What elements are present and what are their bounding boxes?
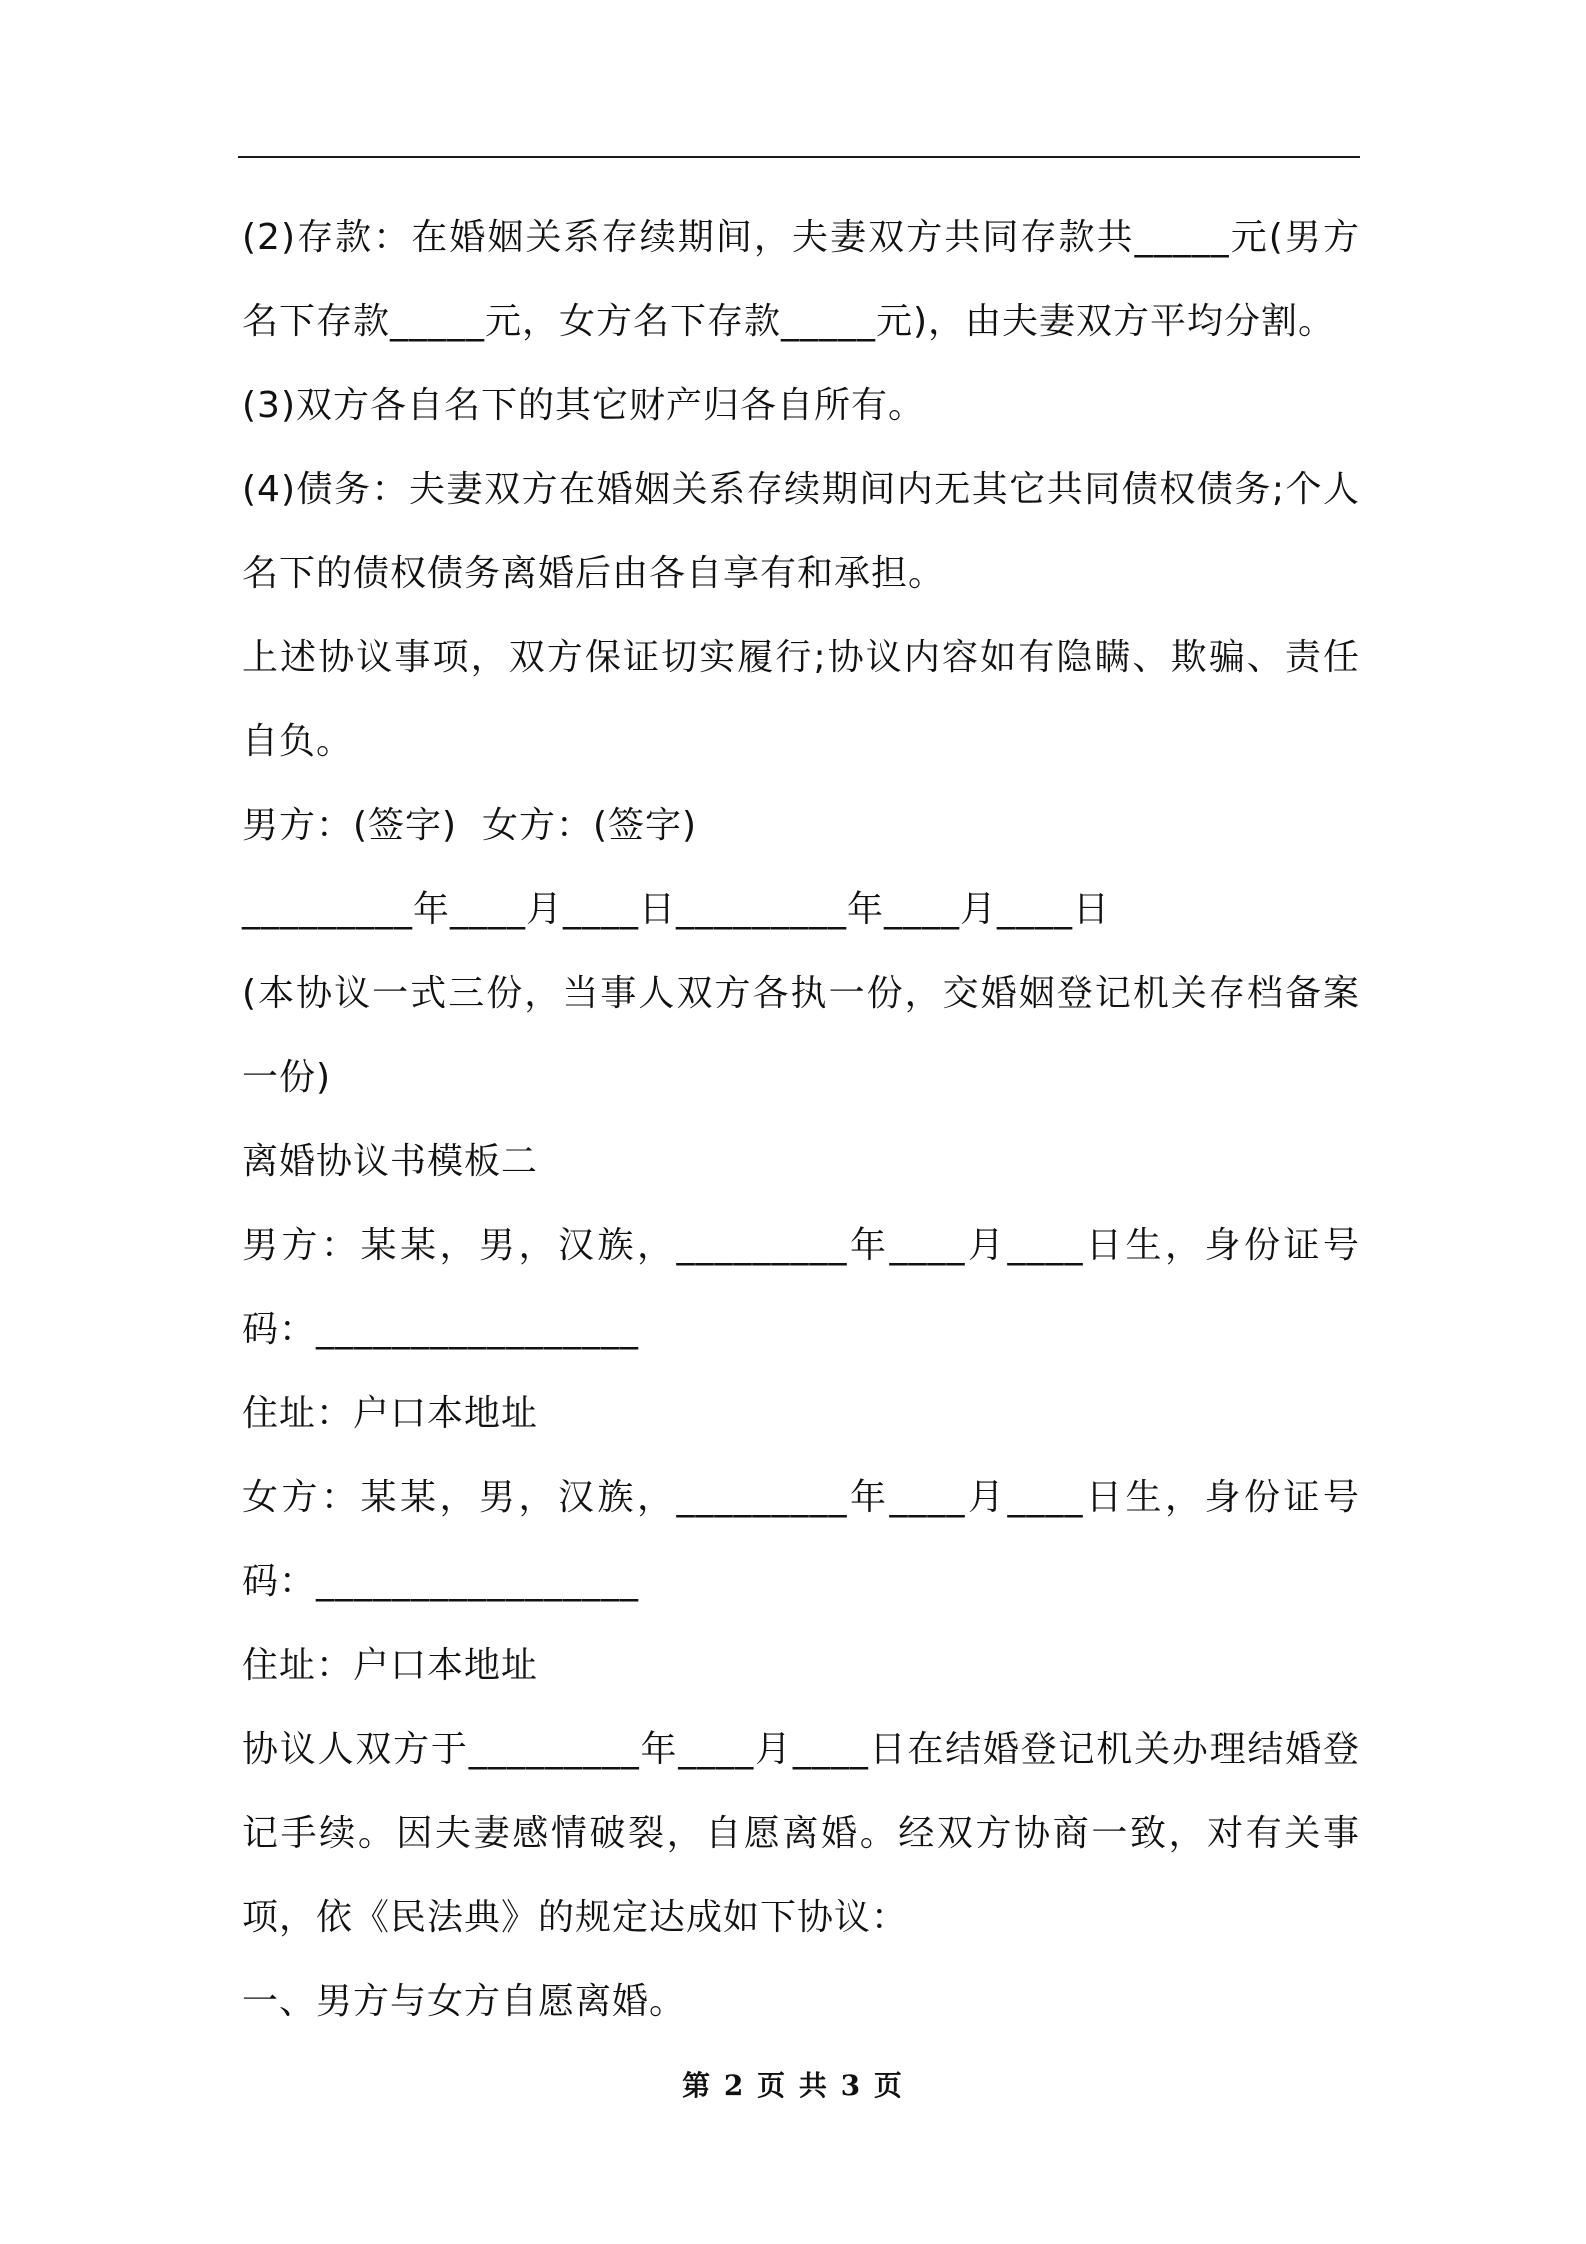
paragraph-clause-one: 一、男方与女方自愿离婚。 — [242, 1981, 687, 2022]
paragraph-agreement-intro: 协议人双方于_________年____月____日在结婚登记机关办理结婚登记手续。因夫妻感情破裂，自愿离婚。经双方协商一致，对有关事项，依《民法典》的规定达成如下协议： — [242, 1729, 1360, 1938]
paragraph-female-party: 女方：某某，男，汉族，_________年____月____日生，身份证号码：_________________ — [242, 1477, 1360, 1602]
paragraph-deposits: (2)存款：在婚姻关系存续期间，夫妻双方共同存款共_____元(男方名下存款_____元，女方名下存款_____元)，由夫妻双方平均分割。 — [242, 217, 1360, 342]
paragraph-male-party: 男方：某某，男，汉族，_________年____月____日生，身份证号码：_________________ — [242, 1225, 1360, 1350]
document-body — [242, 196, 1360, 2044]
page-number-footer: 第 2 页 共 3 页 — [682, 2069, 904, 2102]
template-two-heading: 离婚协议书模板二 — [242, 1141, 539, 1182]
paragraph-male-address: 住址：户口本地址 — [242, 1393, 539, 1434]
paragraph-copies-note: (本协议一式三份，当事人双方各执一份，交婚姻登记机关存档备案一份) — [242, 973, 1360, 1098]
paragraph-female-address: 住址：户口本地址 — [242, 1645, 539, 1686]
paragraph-guarantee: 上述协议事项，双方保证切实履行;协议内容如有隐瞒、欺骗、责任自负。 — [242, 637, 1360, 762]
date-line: _________年____月____日_________年____月____日 — [242, 889, 1110, 930]
paragraph-debts: (4)债务：夫妻双方在婚姻关系存续期间内无其它共同债权债务;个人名下的债权债务离婚后由各自享有和承担。 — [242, 469, 1360, 594]
header-rule — [238, 156, 1360, 158]
paragraph-other-property: (3)双方各自名下的其它财产归各自所有。 — [242, 385, 925, 426]
signature-line: 男方：(签字) 女方：(签字) — [242, 805, 698, 846]
